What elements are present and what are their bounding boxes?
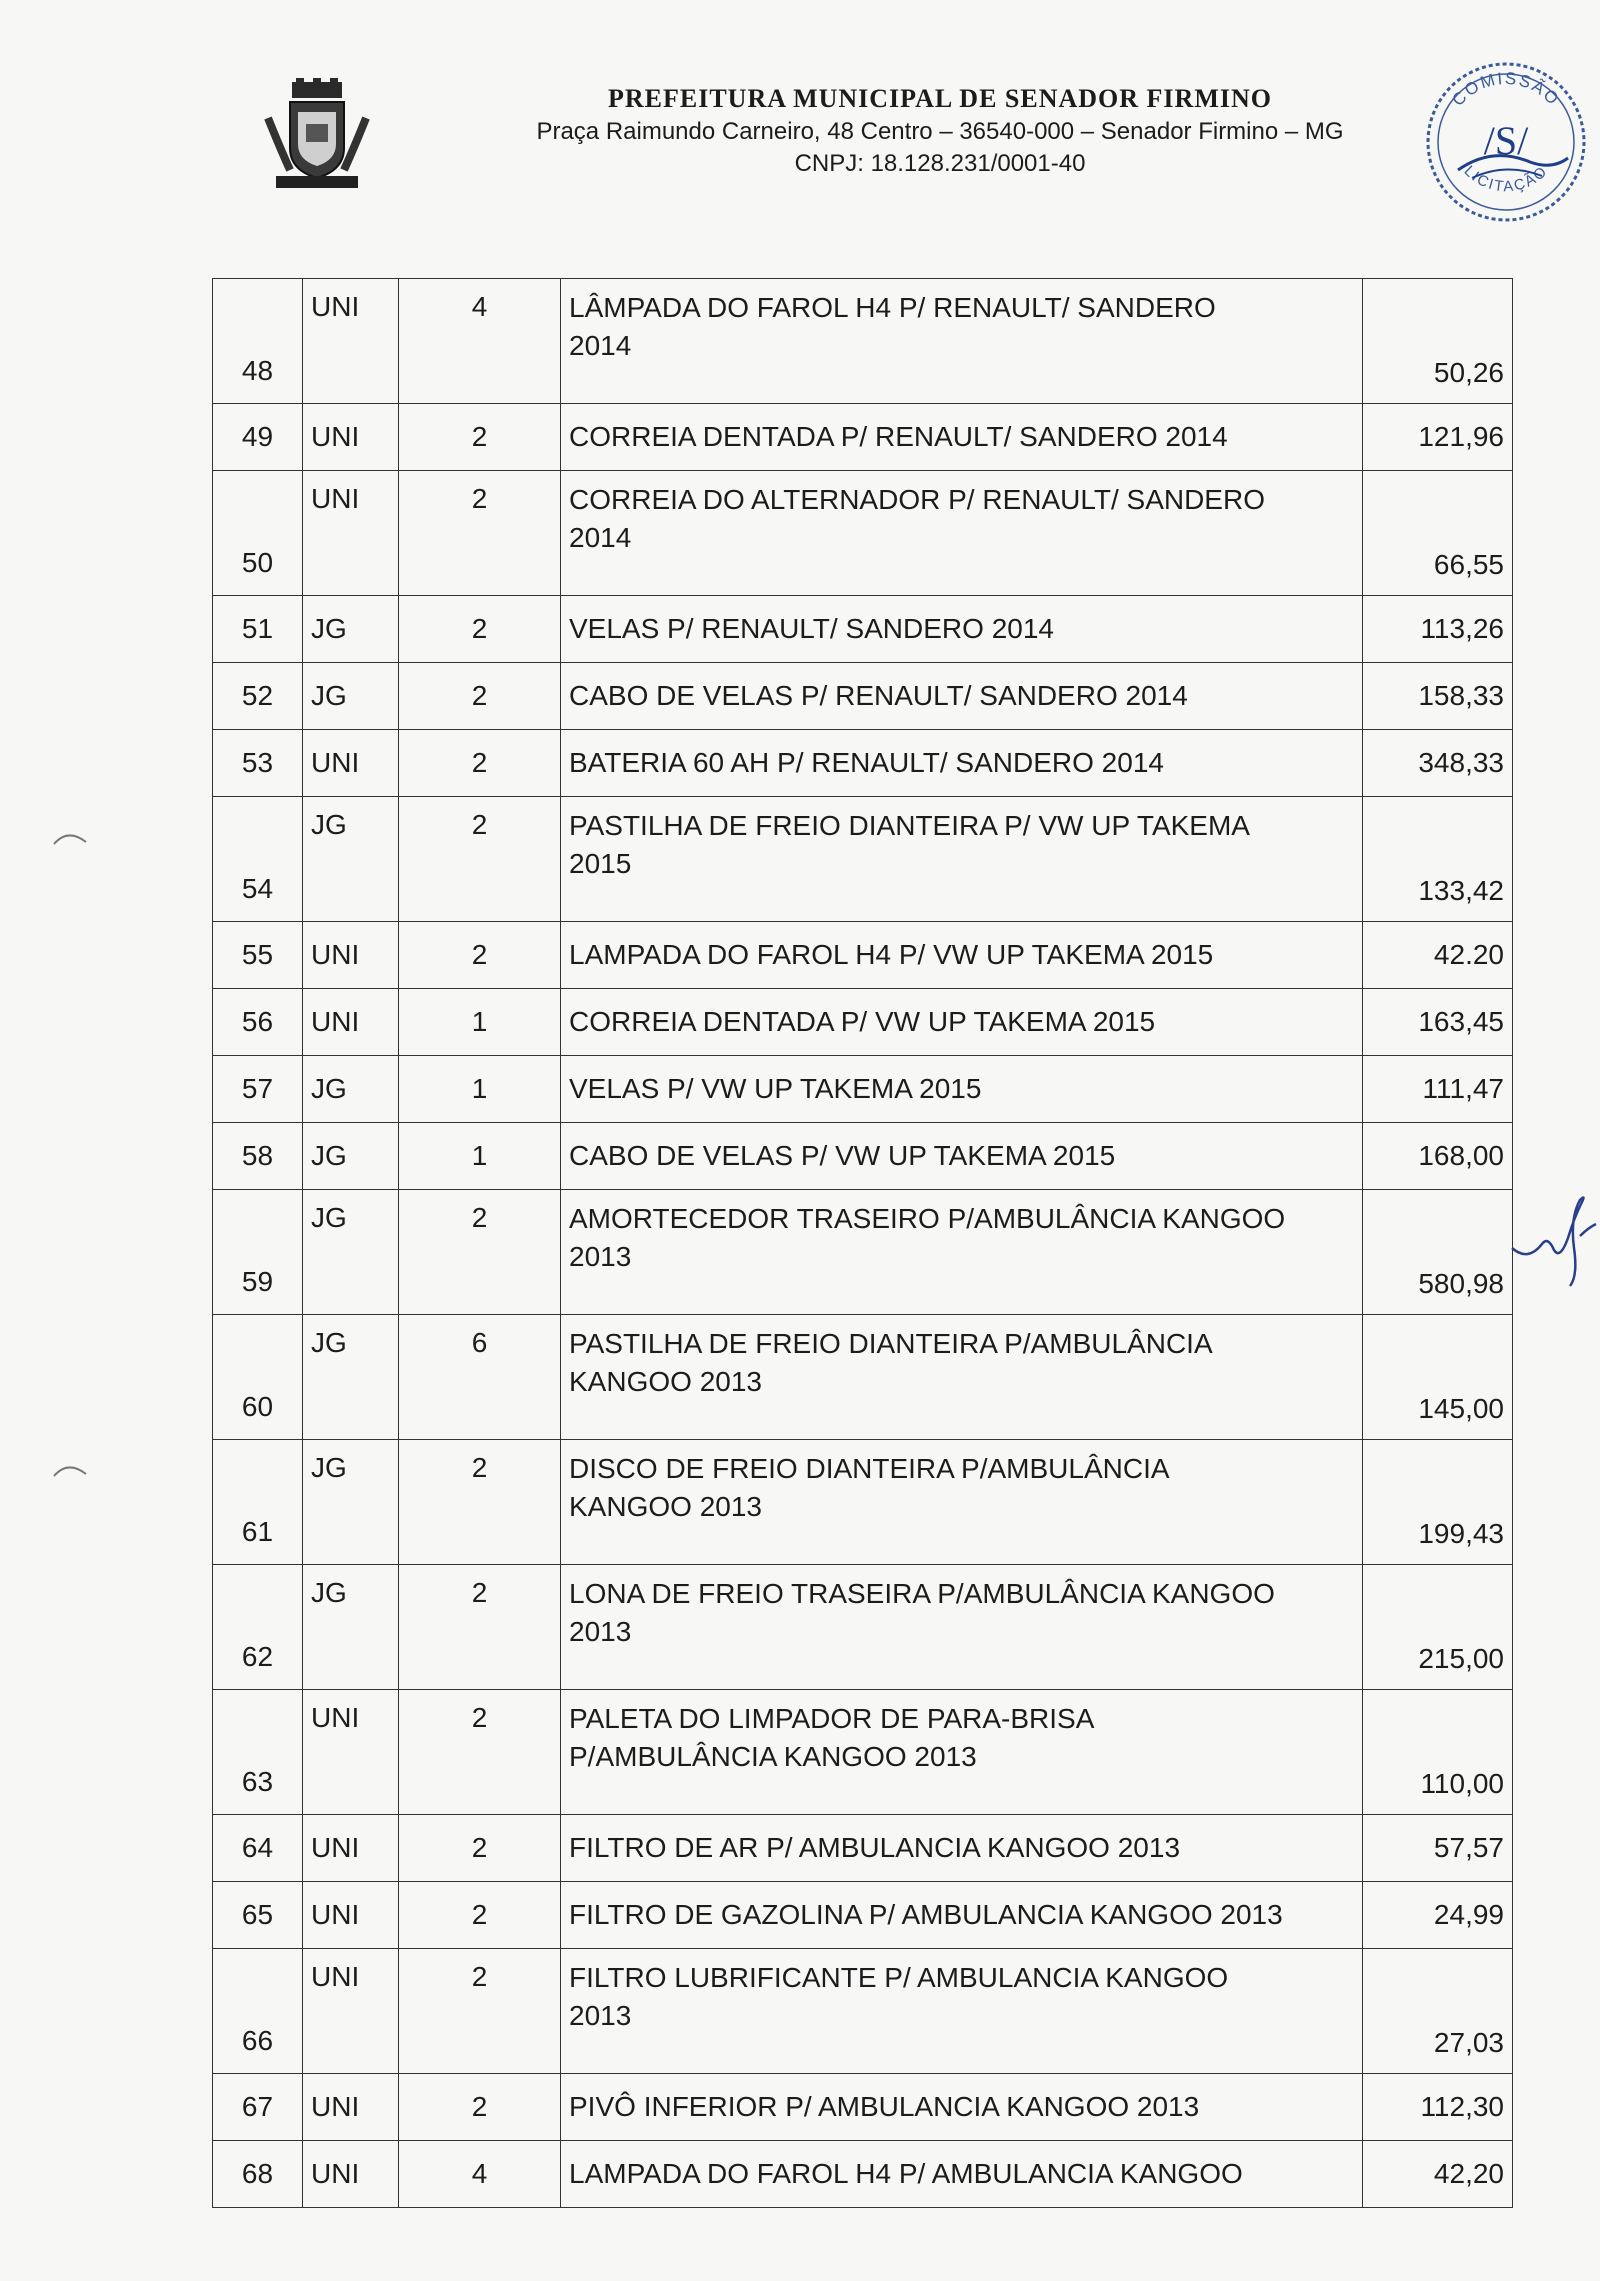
table-row bbox=[213, 471, 1513, 596]
description-cell bbox=[561, 2074, 1363, 2141]
item-number-cell: 52 bbox=[213, 663, 303, 730]
description-line: FILTRO DE GAZOLINA P/ AMBULANCIA KANGOO 2013 bbox=[569, 1899, 1283, 1930]
description-cell bbox=[561, 1123, 1363, 1190]
description-line: LONA DE FREIO TRASEIRA P/AMBULÂNCIA KANGOO bbox=[569, 1578, 1275, 1609]
quantity-cell: 1 bbox=[399, 1123, 561, 1190]
quantity-cell: 6 bbox=[399, 1315, 561, 1440]
unit-cell: JG bbox=[303, 797, 399, 922]
unit-cell: UNI bbox=[303, 922, 399, 989]
quantity-cell: 2 bbox=[399, 1690, 561, 1815]
quantity-cell: 2 bbox=[399, 663, 561, 730]
value-cell: 27,03 bbox=[1363, 1949, 1513, 2074]
table-row bbox=[213, 279, 1513, 404]
value-cell: 113,26 bbox=[1363, 596, 1513, 663]
item-number-cell: 59 bbox=[213, 1190, 303, 1315]
description-cell bbox=[561, 2141, 1363, 2208]
table-row bbox=[213, 989, 1513, 1056]
unit-cell: UNI bbox=[303, 1882, 399, 1949]
description-line: 2013 bbox=[569, 2000, 632, 2031]
table-row bbox=[213, 663, 1513, 730]
unit-cell: JG bbox=[303, 1056, 399, 1123]
value-cell: 145,00 bbox=[1363, 1315, 1513, 1440]
description-line: CORREIA DENTADA P/ RENAULT/ SANDERO 2014 bbox=[569, 421, 1228, 452]
unit-cell: UNI bbox=[303, 1690, 399, 1815]
table-row bbox=[213, 404, 1513, 471]
description-cell bbox=[561, 989, 1363, 1056]
description-cell bbox=[561, 471, 1363, 596]
letterhead bbox=[0, 0, 1600, 230]
quantity-cell: 2 bbox=[399, 1565, 561, 1690]
hole-punch-mark-icon bbox=[52, 828, 92, 848]
value-cell: 348,33 bbox=[1363, 730, 1513, 797]
description-line: AMORTECEDOR TRASEIRO P/AMBULÂNCIA KANGOO bbox=[569, 1203, 1286, 1234]
value-cell: 580,98 bbox=[1363, 1190, 1513, 1315]
description-line: FILTRO DE AR P/ AMBULANCIA KANGOO 2013 bbox=[569, 1832, 1181, 1863]
quantity-cell: 2 bbox=[399, 404, 561, 471]
description-line: DISCO DE FREIO DIANTEIRA P/AMBULÂNCIA bbox=[569, 1453, 1170, 1484]
value-cell: 215,00 bbox=[1363, 1565, 1513, 1690]
value-cell: 110,00 bbox=[1363, 1690, 1513, 1815]
table-row bbox=[213, 1123, 1513, 1190]
description-cell bbox=[561, 279, 1363, 404]
unit-cell: JG bbox=[303, 1315, 399, 1440]
unit-cell: JG bbox=[303, 596, 399, 663]
item-number-cell: 68 bbox=[213, 2141, 303, 2208]
item-number-cell: 62 bbox=[213, 1565, 303, 1690]
item-number-cell: 48 bbox=[213, 279, 303, 404]
description-cell bbox=[561, 797, 1363, 922]
value-cell: 42,20 bbox=[1363, 2141, 1513, 2208]
description-line: CORREIA DO ALTERNADOR P/ RENAULT/ SANDERO bbox=[569, 484, 1265, 515]
description-line: VELAS P/ VW UP TAKEMA 2015 bbox=[569, 1073, 982, 1104]
quantity-cell: 2 bbox=[399, 797, 561, 922]
description-line: PASTILHA DE FREIO DIANTEIRA P/AMBULÂNCIA bbox=[569, 1328, 1213, 1359]
item-number-cell: 56 bbox=[213, 989, 303, 1056]
items-table bbox=[212, 278, 1513, 2208]
unit-cell: UNI bbox=[303, 2074, 399, 2141]
signature-icon bbox=[1508, 1178, 1600, 1288]
description-line: KANGOO 2013 bbox=[569, 1491, 762, 1522]
quantity-cell: 4 bbox=[399, 2141, 561, 2208]
table-row bbox=[213, 1949, 1513, 2074]
description-cell bbox=[561, 730, 1363, 797]
value-cell: 42.20 bbox=[1363, 922, 1513, 989]
description-line: 2013 bbox=[569, 1616, 632, 1647]
item-number-cell: 65 bbox=[213, 1882, 303, 1949]
quantity-cell: 2 bbox=[399, 1440, 561, 1565]
items-table-body bbox=[213, 279, 1513, 2208]
svg-text:COMISSÃO: COMISSÃO bbox=[1448, 68, 1564, 110]
value-cell: 121,96 bbox=[1363, 404, 1513, 471]
description-line: KANGOO 2013 bbox=[569, 1366, 762, 1397]
description-cell bbox=[561, 1690, 1363, 1815]
description-line: 2015 bbox=[569, 848, 632, 879]
quantity-cell: 4 bbox=[399, 279, 561, 404]
unit-cell: JG bbox=[303, 1565, 399, 1690]
quantity-cell: 2 bbox=[399, 730, 561, 797]
value-cell: 66,55 bbox=[1363, 471, 1513, 596]
value-cell: 112,30 bbox=[1363, 2074, 1513, 2141]
table-row bbox=[213, 1190, 1513, 1315]
unit-cell: JG bbox=[303, 1190, 399, 1315]
quantity-cell: 2 bbox=[399, 922, 561, 989]
hole-punch-mark-icon bbox=[52, 1460, 92, 1480]
value-cell: 199,43 bbox=[1363, 1440, 1513, 1565]
item-number-cell: 67 bbox=[213, 2074, 303, 2141]
description-line: PASTILHA DE FREIO DIANTEIRA P/ VW UP TAKEMA bbox=[569, 810, 1250, 841]
description-cell bbox=[561, 922, 1363, 989]
unit-cell: UNI bbox=[303, 404, 399, 471]
value-cell: 24,99 bbox=[1363, 1882, 1513, 1949]
item-number-cell: 54 bbox=[213, 797, 303, 922]
svg-text:LICITAÇÃO: LICITAÇÃO bbox=[1460, 162, 1552, 196]
table-row bbox=[213, 730, 1513, 797]
table-row bbox=[213, 1815, 1513, 1882]
value-cell: 168,00 bbox=[1363, 1123, 1513, 1190]
quantity-cell: 2 bbox=[399, 1949, 561, 2074]
description-line: P/AMBULÂNCIA KANGOO 2013 bbox=[569, 1741, 977, 1772]
unit-cell: UNI bbox=[303, 471, 399, 596]
item-number-cell: 50 bbox=[213, 471, 303, 596]
unit-cell: UNI bbox=[303, 1815, 399, 1882]
table-row bbox=[213, 1440, 1513, 1565]
description-cell bbox=[561, 596, 1363, 663]
description-line: LÂMPADA DO FAROL H4 P/ RENAULT/ SANDERO bbox=[569, 292, 1216, 323]
item-number-cell: 63 bbox=[213, 1690, 303, 1815]
item-number-cell: 58 bbox=[213, 1123, 303, 1190]
coat-of-arms-icon bbox=[262, 78, 372, 190]
description-cell bbox=[561, 1565, 1363, 1690]
description-line: BATERIA 60 AH P/ RENAULT/ SANDERO 2014 bbox=[569, 747, 1164, 778]
value-cell: 111,47 bbox=[1363, 1056, 1513, 1123]
description-cell bbox=[561, 1882, 1363, 1949]
value-cell: 158,33 bbox=[1363, 663, 1513, 730]
value-cell: 133,42 bbox=[1363, 797, 1513, 922]
municipality-title: PREFEITURA MUNICIPAL DE SENADOR FIRMINO bbox=[607, 84, 1272, 113]
unit-cell: UNI bbox=[303, 1949, 399, 2074]
description-line: 2014 bbox=[569, 330, 632, 361]
item-number-cell: 64 bbox=[213, 1815, 303, 1882]
description-line: CABO DE VELAS P/ VW UP TAKEMA 2015 bbox=[569, 1140, 1116, 1171]
unit-cell: JG bbox=[303, 1440, 399, 1565]
description-line: VELAS P/ RENAULT/ SANDERO 2014 bbox=[569, 613, 1054, 644]
description-cell bbox=[561, 1949, 1363, 2074]
description-line: LAMPADA DO FAROL H4 P/ VW UP TAKEMA 2015 bbox=[569, 939, 1214, 970]
unit-cell: UNI bbox=[303, 730, 399, 797]
item-number-cell: 61 bbox=[213, 1440, 303, 1565]
unit-cell: UNI bbox=[303, 989, 399, 1056]
description-cell bbox=[561, 1056, 1363, 1123]
quantity-cell: 1 bbox=[399, 989, 561, 1056]
description-line: 2013 bbox=[569, 1241, 632, 1272]
quantity-cell: 2 bbox=[399, 471, 561, 596]
description-line: PIVÔ INFERIOR P/ AMBULANCIA KANGOO 2013 bbox=[569, 2091, 1200, 2122]
unit-cell: JG bbox=[303, 1123, 399, 1190]
description-cell bbox=[561, 1815, 1363, 1882]
value-cell: 163,45 bbox=[1363, 989, 1513, 1056]
unit-cell: JG bbox=[303, 663, 399, 730]
description-cell bbox=[561, 663, 1363, 730]
commission-stamp-icon bbox=[1422, 58, 1590, 226]
svg-text:/S/: /S/ bbox=[1483, 118, 1529, 163]
table-row bbox=[213, 1315, 1513, 1440]
table-row bbox=[213, 1056, 1513, 1123]
description-line: PALETA DO LIMPADOR DE PARA-BRISA bbox=[569, 1703, 1095, 1734]
item-number-cell: 53 bbox=[213, 730, 303, 797]
quantity-cell: 2 bbox=[399, 1190, 561, 1315]
quantity-cell: 2 bbox=[399, 2074, 561, 2141]
address-line: Praça Raimundo Carneiro, 48 Centro – 36540-000 – Senador Firmino – MG bbox=[536, 118, 1344, 145]
quantity-cell: 2 bbox=[399, 596, 561, 663]
description-cell bbox=[561, 1315, 1363, 1440]
table-row bbox=[213, 797, 1513, 922]
description-line: FILTRO LUBRIFICANTE P/ AMBULANCIA KANGOO bbox=[569, 1962, 1229, 1993]
description-line: CORREIA DENTADA P/ VW UP TAKEMA 2015 bbox=[569, 1006, 1156, 1037]
table-row bbox=[213, 2074, 1513, 2141]
item-number-cell: 60 bbox=[213, 1315, 303, 1440]
letterhead-text bbox=[440, 82, 1440, 180]
item-number-cell: 57 bbox=[213, 1056, 303, 1123]
description-cell bbox=[561, 1440, 1363, 1565]
quantity-cell: 2 bbox=[399, 1882, 561, 1949]
table-row bbox=[213, 1882, 1513, 1949]
table-row bbox=[213, 596, 1513, 663]
quantity-cell: 2 bbox=[399, 1815, 561, 1882]
item-number-cell: 51 bbox=[213, 596, 303, 663]
description-line: LAMPADA DO FAROL H4 P/ AMBULANCIA KANGOO bbox=[569, 2158, 1243, 2189]
table-row bbox=[213, 2141, 1513, 2208]
item-number-cell: 66 bbox=[213, 1949, 303, 2074]
value-cell: 57,57 bbox=[1363, 1815, 1513, 1882]
description-line: 2014 bbox=[569, 522, 632, 553]
description-line: CABO DE VELAS P/ RENAULT/ SANDERO 2014 bbox=[569, 680, 1188, 711]
item-number-cell: 55 bbox=[213, 922, 303, 989]
item-number-cell: 49 bbox=[213, 404, 303, 471]
table-row bbox=[213, 1690, 1513, 1815]
table-row bbox=[213, 922, 1513, 989]
table-row bbox=[213, 1565, 1513, 1690]
unit-cell: UNI bbox=[303, 2141, 399, 2208]
quantity-cell: 1 bbox=[399, 1056, 561, 1123]
cnpj-line: CNPJ: 18.128.231/0001-40 bbox=[794, 150, 1086, 177]
value-cell: 50,26 bbox=[1363, 279, 1513, 404]
description-cell bbox=[561, 404, 1363, 471]
description-cell bbox=[561, 1190, 1363, 1315]
unit-cell: UNI bbox=[303, 279, 399, 404]
